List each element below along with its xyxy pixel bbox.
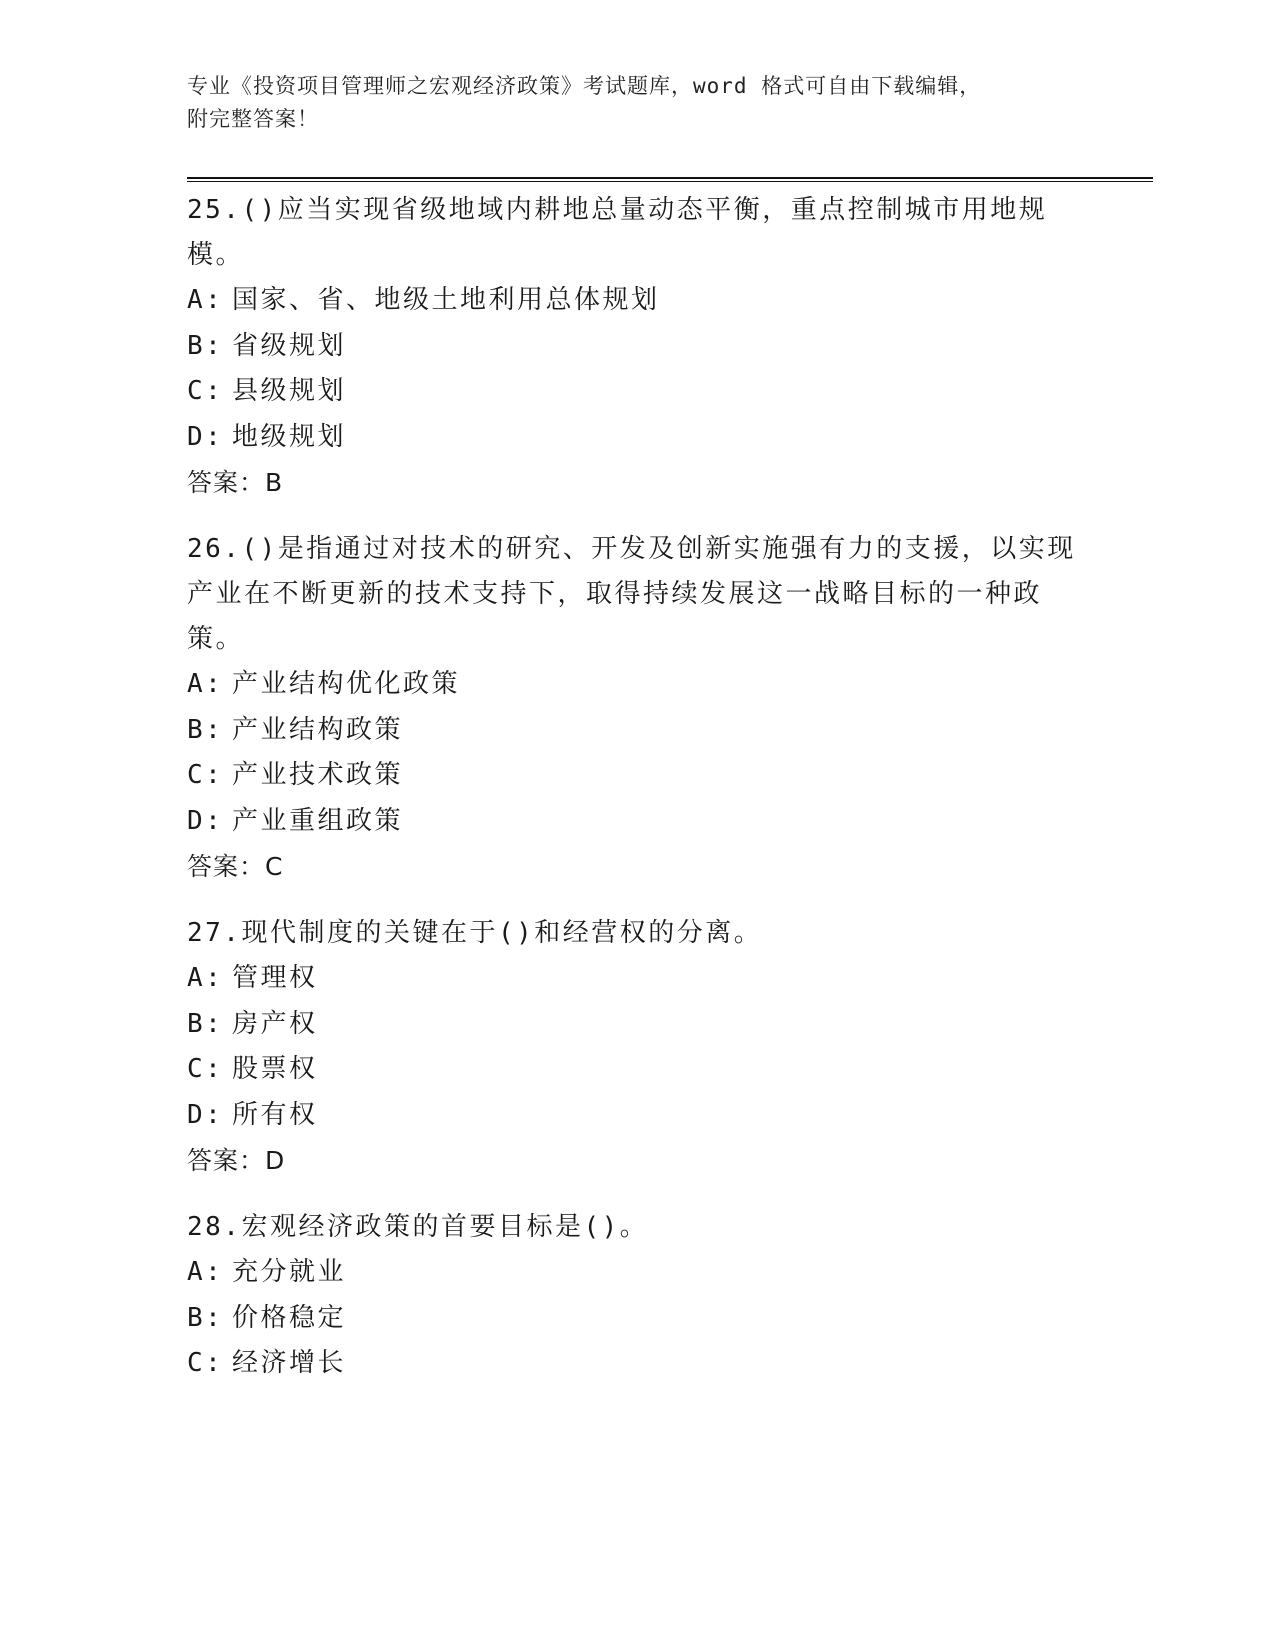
header-line-2: 附完整答案！ (187, 107, 319, 131)
option-c (187, 1341, 1087, 1387)
answer-line: 答案：D (187, 1146, 286, 1175)
question-text: 25.()应当实现省级地域内耕地总量动态平衡，重点控制城市用地规模。 (187, 195, 1048, 270)
option-key: B: (187, 1302, 224, 1333)
option-key: D: (187, 805, 224, 836)
option-d (187, 1093, 1087, 1139)
option-key: C: (187, 760, 224, 790)
answer-line: 答案：C (187, 852, 284, 881)
option-c (187, 1047, 1087, 1093)
option-b (187, 708, 1087, 754)
option-b (187, 1296, 1087, 1342)
question-25 (187, 188, 1087, 505)
option-text: 产业技术政策 (232, 760, 404, 790)
option-key: C: (187, 376, 224, 406)
option-a (187, 956, 1087, 1002)
option-a (187, 278, 1087, 324)
option-text: 经济增长 (232, 1348, 347, 1378)
question-26 (187, 527, 1087, 889)
question-27 (187, 911, 1087, 1183)
option-key: B: (187, 330, 224, 361)
option-key: A: (187, 669, 224, 699)
answer-line: 答案：B (187, 468, 284, 497)
header-line-1: 专业《投资项目管理师之宏观经济政策》考试题库，word 格式可自由下载编辑， (187, 74, 982, 98)
option-text: 产业结构政策 (232, 714, 404, 745)
option-key: A: (187, 1257, 224, 1287)
option-text: 价格稳定 (232, 1302, 347, 1333)
option-a (187, 662, 1087, 708)
question-text: 27.现代制度的关键在于()和经营权的分离。 (187, 918, 763, 948)
option-text: 房产权 (232, 1008, 318, 1039)
option-key: C: (187, 1054, 224, 1084)
option-b (187, 324, 1087, 370)
option-text: 产业重组政策 (232, 805, 404, 836)
option-text: 地级规划 (232, 421, 347, 452)
option-text: 省级规划 (232, 330, 347, 361)
question-28 (187, 1205, 1087, 1387)
question-text: 28.宏观经济政策的首要目标是()。 (187, 1212, 649, 1242)
option-key: A: (187, 963, 224, 993)
header-divider (187, 177, 1153, 182)
option-a (187, 1250, 1087, 1296)
question-list (187, 188, 1087, 1409)
option-b (187, 1002, 1087, 1048)
question-text: 26.()是指通过对技术的研究、开发及创新实施强有力的支援，以实现产业在不断更新的技术支持下，取得持续发展这一战略目标的一种政策。 (187, 534, 1076, 654)
option-c (187, 753, 1087, 799)
option-text: 所有权 (232, 1099, 318, 1130)
option-text: 县级规划 (232, 376, 347, 406)
option-text: 产业结构优化政策 (232, 669, 461, 699)
option-d (187, 799, 1087, 845)
option-key: B: (187, 1008, 224, 1039)
option-key: A: (187, 285, 224, 315)
option-d (187, 415, 1087, 461)
option-c (187, 369, 1087, 415)
document-header (187, 70, 1067, 136)
option-key: C: (187, 1348, 224, 1378)
option-key: D: (187, 1099, 224, 1130)
option-text: 国家、省、地级土地利用总体规划 (232, 285, 660, 315)
option-text: 充分就业 (232, 1257, 347, 1287)
option-key: B: (187, 714, 224, 745)
option-text: 管理权 (232, 963, 318, 993)
option-text: 股票权 (232, 1054, 318, 1084)
option-key: D: (187, 421, 224, 452)
